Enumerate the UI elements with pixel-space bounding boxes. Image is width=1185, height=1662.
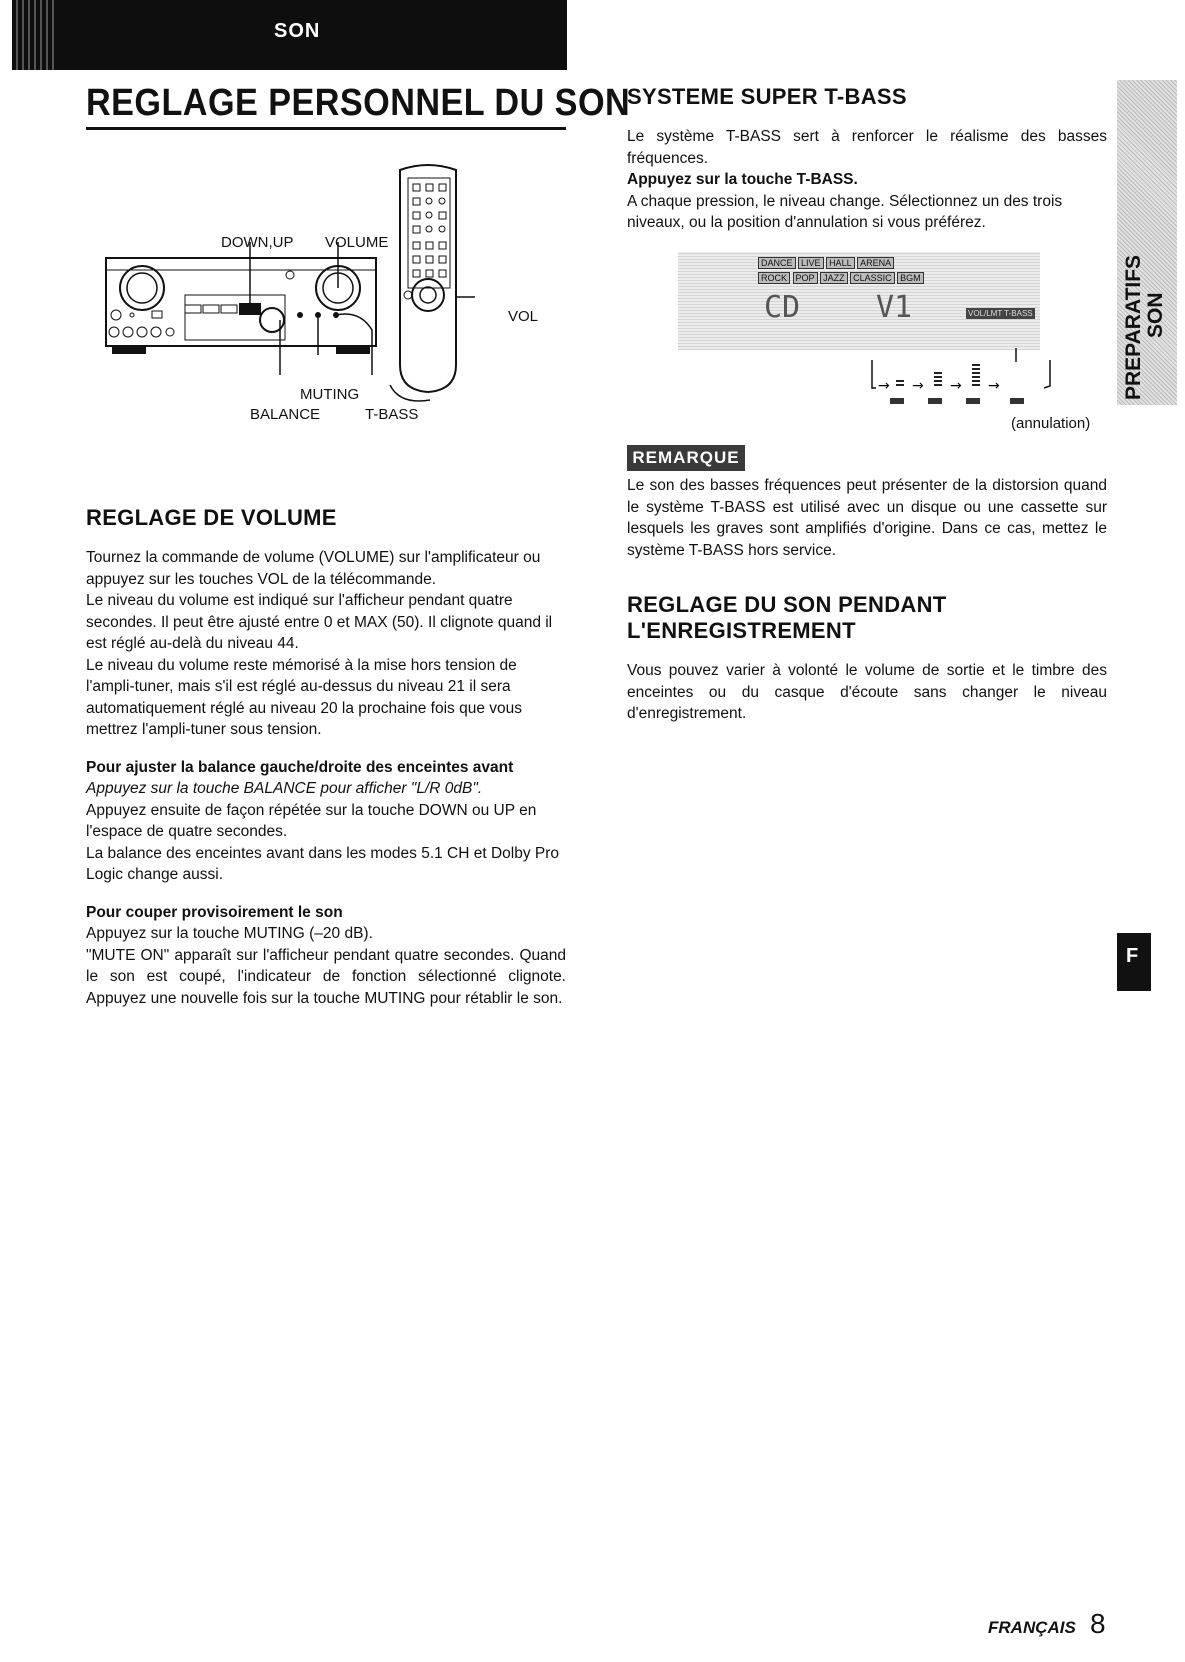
tbass-section [627, 84, 1107, 234]
mode-live: LIVE [798, 257, 824, 269]
svg-text:→: → [878, 378, 890, 394]
remarque-badge: REMARQUE [627, 445, 745, 471]
remarque-text: Le son des basses fréquences peut présenter de la distorsion quand le système T-BASS est utilisé avec un disque ou une cassette sur lesquels les graves sont amplifiés d'origine. Dans ce cas, mettez le système T-BASS hors service. [627, 477, 1107, 559]
side-tab-line-1: PREPARATIFS [1122, 254, 1145, 400]
mode-hall: HALL [826, 257, 855, 269]
chapter-side-tab [1117, 80, 1177, 405]
tbass-display-panel [678, 252, 1040, 350]
section-label: SON [274, 20, 321, 42]
display-indicators: VOL/LMT T-BASS [968, 309, 1033, 318]
section-header-bar [12, 0, 567, 70]
tbass-paragraph-2: A chaque pression, le niveau change. Sélectionnez un des trois niveaux, ou la position d'annulation si vous préférez. [627, 192, 1063, 231]
tbass-heading: SYSTEME SUPER T-BASS [627, 84, 907, 109]
volume-paragraph-1: Tournez la commande de volume (VOLUME) sur l'amplificateur ou appuyez sur les touches VOL de la télécommande. [86, 549, 541, 588]
side-tab-line-2: SON [1144, 292, 1167, 338]
tbass-level-cycle [860, 348, 1060, 418]
balance-paragraph-3: La balance des enceintes avant dans les modes 5.1 CH et Dolby Pro Logic change aussi. [86, 844, 560, 883]
balance-paragraph-1: Appuyez sur la touche BALANCE pour afficher "L/R 0dB". [86, 780, 483, 797]
tbass-instruction: Appuyez sur la touche T-BASS. [627, 171, 858, 188]
label-tbass: T-BASS [365, 406, 419, 423]
display-source: CD [764, 290, 801, 325]
svg-text:→: → [950, 378, 962, 394]
volume-heading: REGLAGE DE VOLUME [86, 505, 337, 530]
svg-text:→: → [988, 378, 1000, 394]
page-number: 8 [1090, 1608, 1106, 1639]
record-heading-line-1: REGLAGE DU SON PENDANT [627, 592, 947, 617]
display-volume: V1 [876, 290, 913, 325]
page-title: REGLAGE PERSONNEL DU SON [86, 82, 631, 124]
label-balance: BALANCE [250, 406, 321, 423]
label-volume: VOLUME [325, 234, 389, 251]
balance-heading: Pour ajuster la balance gauche/droite des enceintes avant [86, 758, 514, 776]
amplifier-remote-diagram [100, 160, 540, 420]
mode-dance: DANCE [758, 257, 796, 269]
volume-paragraph-2: Le niveau du volume est indiqué sur l'afficheur pendant quatre secondes. Il peut être ajusté entre 0 et MAX (50). Il clignote quand il est réglé au-delà du niveau 44. [86, 592, 553, 652]
record-section [627, 592, 1107, 725]
title-underline [86, 127, 566, 130]
language-tab [1117, 933, 1151, 991]
mode-rock: ROCK [758, 272, 790, 284]
volume-section [86, 505, 566, 1009]
amplifier-remote-illustration [100, 160, 540, 420]
mute-paragraph-1: Appuyez sur la touche MUTING (–20 dB). [86, 925, 373, 942]
label-vol: VOL [508, 308, 539, 325]
tbass-paragraph-1: Le système T-BASS sert à renforcer le réalisme des basses fréquences. [627, 128, 1107, 167]
record-paragraph: Vous pouvez varier à volonté le volume de sortie et le timbre des enceintes ou du casque d'écoute sans changer le niveau d'enregistrement. [627, 662, 1107, 722]
mode-pop: POP [793, 272, 818, 284]
label-muting: MUTING [300, 386, 360, 403]
mute-heading: Pour couper provisoirement le son [86, 903, 343, 921]
mode-arena: ARENA [857, 257, 894, 269]
mode-bgm: BGM [897, 272, 924, 284]
label-down-up: DOWN,UP [221, 234, 294, 251]
balance-paragraph-2: Appuyez ensuite de façon répétée sur la touche DOWN ou UP en l'espace de quatre secondes. [86, 801, 537, 840]
record-heading-line-2: L'ENREGISTREMENT [627, 618, 856, 643]
mute-paragraph-2: "MUTE ON" apparaît sur l'afficheur pendant quatre secondes. Quand le son est coupé, l'indicateur de fonction sélectionné clignote. Appuyez une nouvelle fois sur la touche MUTING pour rétablir le son. [86, 946, 566, 1007]
mode-jazz: JAZZ [820, 272, 848, 284]
svg-text:→: → [912, 378, 924, 394]
annulation-label: (annulation) [1011, 415, 1091, 432]
volume-paragraph-3: Le niveau du volume reste mémorisé à la mise hors tension de l'ampli-tuner, mais s'il est réglé au-dessus du niveau 21 il sera automatiquement réglé au niveau 20 la prochaine fois que vous mettrez l'ampli-tuner sous tension. [86, 656, 523, 738]
footer-language: FRANÇAIS [988, 1618, 1076, 1637]
language-tab-letter: F [1126, 945, 1139, 967]
mode-classic: CLASSIC [850, 272, 895, 284]
